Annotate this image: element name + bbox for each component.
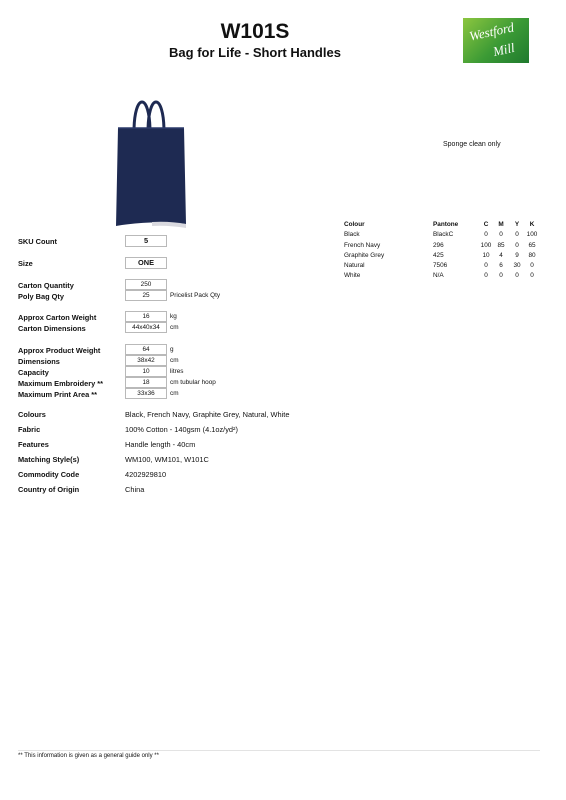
dimensions-unit: cm bbox=[170, 357, 179, 364]
commodity-code-value: 4202929810 bbox=[125, 470, 167, 479]
product-weight-unit: g bbox=[170, 346, 174, 353]
footer-note: ** This information is given as a general guide only ** bbox=[18, 753, 159, 759]
poly-bag-qty-note: Pricelist Pack Qty bbox=[170, 292, 221, 299]
carton-weight-label: Approx Carton Weight bbox=[18, 313, 97, 322]
fabric-label: Fabric bbox=[18, 425, 41, 434]
carton-quantity-value: 250 bbox=[125, 279, 167, 290]
carton-dimensions-label: Carton Dimensions bbox=[18, 324, 86, 333]
capacity-label: Capacity bbox=[18, 368, 49, 377]
max-print-area-label: Maximum Print Area ** bbox=[18, 390, 97, 399]
care-instructions: Sponge clean only bbox=[443, 141, 501, 148]
brand-logo: Westford Mill bbox=[463, 18, 529, 63]
sku-count-value: 5 bbox=[125, 235, 167, 247]
max-embroidery-value: 18 bbox=[125, 377, 167, 388]
carton-quantity-label: Carton Quantity bbox=[18, 281, 74, 290]
max-embroidery-unit: cm tubular hoop bbox=[170, 379, 216, 386]
dimensions-label: Dimensions bbox=[18, 357, 60, 366]
sku-count-label: SKU Count bbox=[18, 237, 57, 246]
matching-styles-label: Matching Style(s) bbox=[18, 455, 80, 464]
product-code: W101S bbox=[220, 20, 290, 43]
capacity-unit: litres bbox=[170, 368, 184, 375]
product-image bbox=[112, 92, 188, 232]
size-value: ONE bbox=[125, 257, 167, 269]
features-label: Features bbox=[18, 440, 49, 449]
product-name: Bag for Life - Short Handles bbox=[169, 45, 341, 60]
fabric-value: 100% Cotton - 140gsm (4.1oz/yd²) bbox=[125, 425, 238, 434]
carton-dimensions-value: 44x40x34 bbox=[125, 322, 167, 333]
size-label: Size bbox=[18, 259, 33, 268]
max-print-area-value: 33x36 bbox=[125, 388, 167, 399]
product-weight-value: 64 bbox=[125, 344, 167, 355]
carton-weight-unit: kg bbox=[170, 313, 177, 320]
country-of-origin-value: China bbox=[125, 485, 145, 494]
footer-divider bbox=[18, 750, 540, 751]
dimensions-value: 38x42 bbox=[125, 355, 167, 366]
commodity-code-label: Commodity Code bbox=[18, 470, 80, 479]
carton-dimensions-unit: cm bbox=[170, 324, 179, 331]
features-value: Handle length - 40cm bbox=[125, 440, 196, 449]
country-of-origin-label: Country of Origin bbox=[18, 485, 80, 494]
max-print-area-unit: cm bbox=[170, 390, 179, 397]
product-weight-label: Approx Product Weight bbox=[18, 346, 101, 355]
poly-bag-qty-label: Poly Bag Qty bbox=[18, 292, 64, 301]
capacity-value: 10 bbox=[125, 366, 167, 377]
colours-label: Colours bbox=[18, 410, 46, 419]
poly-bag-qty-value: 25 bbox=[125, 290, 167, 301]
carton-weight-value: 16 bbox=[125, 311, 167, 322]
max-embroidery-label: Maximum Embroidery ** bbox=[18, 379, 104, 388]
matching-styles-value: WM100, WM101, W101C bbox=[125, 455, 209, 464]
colours-value: Black, French Navy, Graphite Grey, Natural, White bbox=[125, 410, 290, 419]
